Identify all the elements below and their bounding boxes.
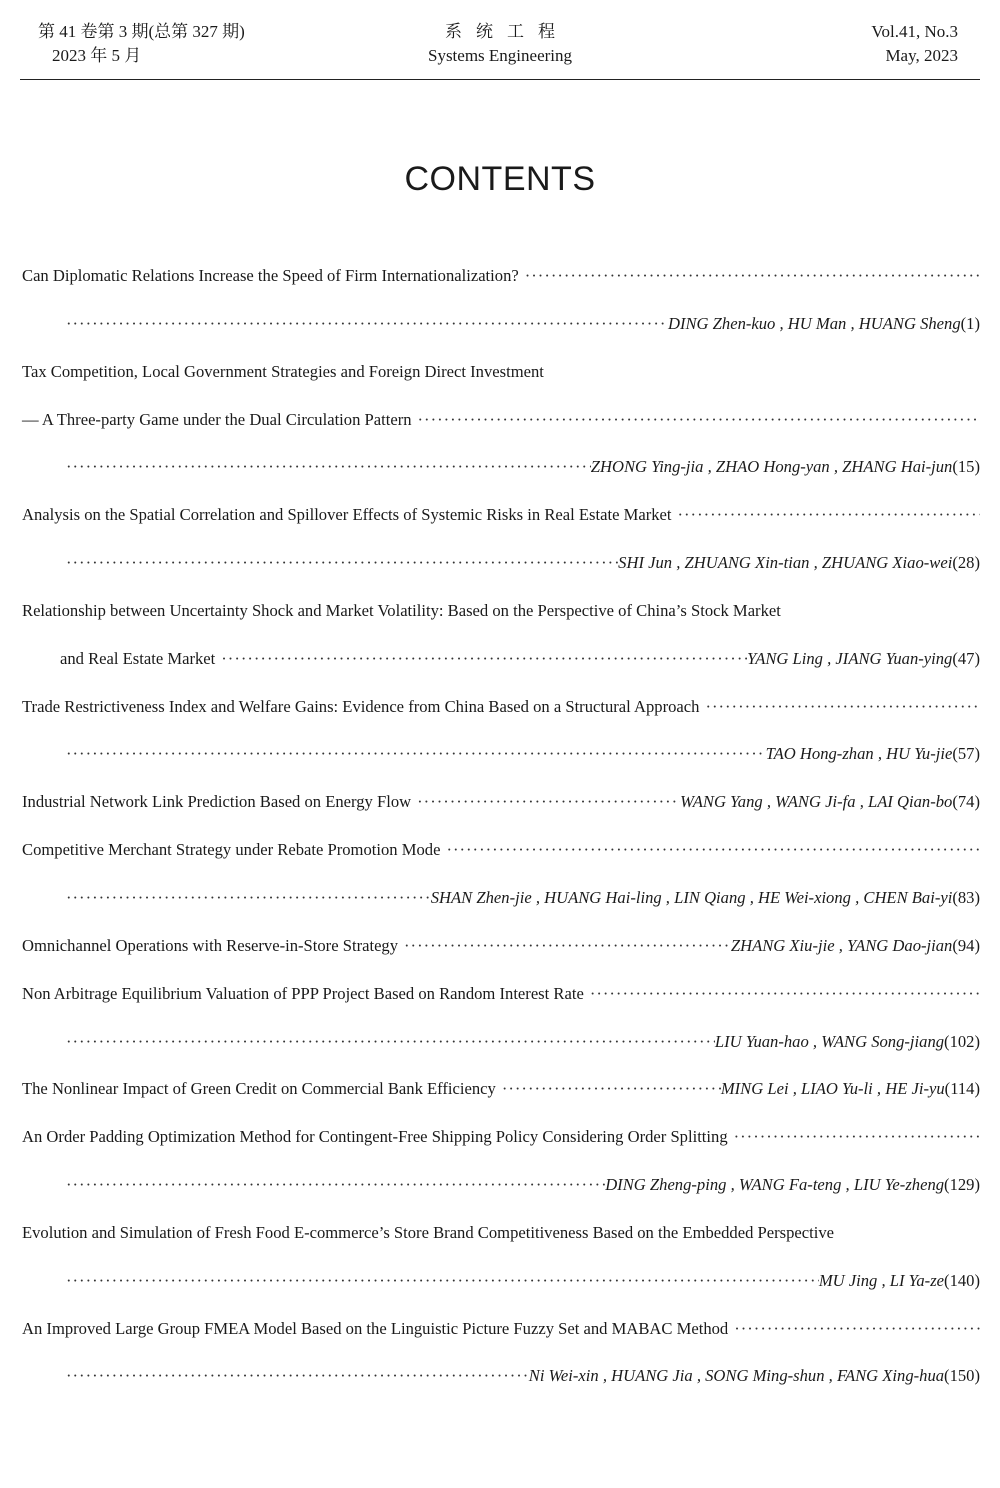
toc-entry-authors: TAO Hong-zhan , HU Yu-jie <box>765 744 953 764</box>
toc-line <box>22 362 980 410</box>
dot-leader <box>60 744 766 764</box>
dot-leader <box>60 457 591 477</box>
toc-entry-title: Can Diplomatic Relations Increase the Speed of Firm Internationalization? <box>22 266 519 285</box>
toc-line <box>22 1271 980 1319</box>
dot-leader <box>60 1175 605 1195</box>
journal-name <box>0 20 1000 68</box>
toc-line <box>22 1079 980 1127</box>
toc-entry-title: Industrial Network Link Prediction Based on Energy Flow <box>22 792 412 812</box>
toc-entry-page: (74) <box>952 792 980 812</box>
page-title: CONTENTS <box>404 160 596 198</box>
toc-entry-authors: WANG Yang , WANG Ji-fa , LAI Qian-bo <box>680 792 953 812</box>
dot-leader <box>411 792 680 812</box>
dot-leader <box>60 553 618 573</box>
toc-entry-title: Omnichannel Operations with Reserve-in-Store Strategy <box>22 935 399 955</box>
toc-entry-title: An Improved Large Group FMEA Model Based on the Linguistic Picture Fuzzy Set and MABAC Method <box>22 1318 729 1338</box>
journal-name-en: Systems Engineering <box>427 46 572 65</box>
toc-entry-page: (15) <box>952 457 980 477</box>
toc-entry-title: and Real Estate Market <box>60 648 216 668</box>
toc-entry-page: (114) <box>944 1079 980 1099</box>
toc-entry-page: (94) <box>952 935 980 955</box>
dot-leader <box>412 410 980 430</box>
toc-line <box>22 984 980 1032</box>
toc-line <box>22 1366 980 1414</box>
toc-line <box>22 936 980 984</box>
toc-entry-title: — A Three-party Game under the Dual Circulation Pattern <box>22 409 412 429</box>
toc-line <box>22 457 980 505</box>
toc-entry-page: (57) <box>952 744 980 764</box>
dot-leader <box>60 1366 529 1386</box>
toc-line <box>22 888 980 936</box>
toc-line <box>22 601 980 649</box>
toc-line <box>22 1175 980 1223</box>
toc-entry-page: (83) <box>952 887 980 907</box>
toc-line <box>22 553 980 601</box>
toc-entry-authors: YANG Ling , JIANG Yuan-ying <box>747 648 953 668</box>
volume-number-en: Vol.41, No.3 <box>871 22 958 41</box>
dot-leader <box>60 888 431 908</box>
toc-entry-authors: SHAN Zhen-jie , HUANG Hai-ling , LIN Qiang , HE Wei-xiong , CHEN Bai-yi <box>430 887 953 907</box>
toc-entry-authors: LIU Yuan-hao , WANG Song-jiang <box>714 1031 945 1051</box>
dot-leader <box>215 649 747 669</box>
dot-leader <box>60 1032 715 1052</box>
toc-line <box>22 792 980 840</box>
toc-entry-title: An Order Padding Optimization Method for Contingent-Free Shipping Policy Considering Order Splitting <box>22 1127 728 1147</box>
issue-date-en: May, 2023 <box>885 46 958 65</box>
dot-leader <box>496 1079 721 1099</box>
toc-entry-authors: ZHANG Xiu-jie , YANG Dao-jian <box>730 935 953 955</box>
issue-date-cn: 2023 年 5 月 <box>52 46 142 65</box>
dot-leader <box>398 936 731 956</box>
dot-leader <box>672 505 981 525</box>
toc-line <box>22 266 980 314</box>
dot-leader <box>699 697 980 717</box>
journal-volume-info <box>871 20 958 68</box>
toc-entry-title: Evolution and Simulation of Fresh Food E-commerce’s Store Brand Competitiveness Based on the Embedded Perspective <box>22 1222 835 1242</box>
toc-entry-authors: DING Zhen-kuo , HU Man , HUANG Sheng <box>667 313 961 333</box>
header-divider <box>20 79 980 80</box>
toc-entry-authors: SHI Jun , ZHUANG Xin-tian , ZHUANG Xiao-wei <box>618 553 953 573</box>
toc-entry-page: (150) <box>944 1366 980 1386</box>
toc-entry-title: Trade Restrictiveness Index and Welfare Gains: Evidence from China Based on a Structural Approach <box>22 696 700 716</box>
toc-line <box>22 505 980 553</box>
toc-entry-title: Analysis on the Spatial Correlation and Spillover Effects of Systemic Risks in Real Estate Market <box>22 505 672 525</box>
toc-entry-authors: DING Zheng-ping , WANG Fa-teng , LIU Ye-zheng <box>605 1175 945 1195</box>
toc-entry-title: The Nonlinear Impact of Green Credit on Commercial Bank Efficiency <box>22 1079 496 1099</box>
toc-line <box>22 1223 980 1271</box>
toc-entry-page: (129) <box>944 1175 980 1195</box>
toc-line <box>22 410 980 458</box>
dot-leader <box>60 1271 819 1291</box>
toc-entry-title: Competitive Merchant Strategy under Rebate Promotion Mode <box>22 840 441 860</box>
dot-leader <box>584 984 980 1004</box>
toc-entry-authors: ZHONG Ying-jia , ZHAO Hong-yan , ZHANG Hai-jun <box>590 457 953 477</box>
toc-entry-title: Tax Competition, Local Government Strategies and Foreign Direct Investment <box>22 361 544 381</box>
toc-line <box>22 1032 980 1080</box>
dot-leader <box>728 1319 980 1339</box>
toc-entry-authors: MING Lei , LIAO Yu-li , HE Ji-yu <box>720 1079 945 1099</box>
toc-entry-authors: MU Jing , LI Ya-ze <box>818 1270 945 1290</box>
toc-entry-page: (1) <box>960 313 980 333</box>
toc-entry-authors: Ni Wei-xin , HUANG Jia , SONG Ming-shun , FANG Xing-hua <box>528 1366 945 1386</box>
toc-line <box>22 314 980 362</box>
toc-line <box>22 744 980 792</box>
journal-name-cn: 系统工程 <box>445 22 569 41</box>
dot-leader <box>728 1127 980 1147</box>
toc-entry-title: Non Arbitrage Equilibrium Valuation of PPP Project Based on Random Interest Rate <box>22 983 584 1003</box>
toc-line <box>22 697 980 745</box>
dot-leader <box>519 266 980 286</box>
toc-line <box>22 1319 980 1367</box>
dot-leader <box>440 840 980 860</box>
issue-volume-cn: 第 41 卷第 3 期(总第 327 期) <box>38 22 245 41</box>
toc-entry-page: (47) <box>952 648 980 668</box>
dot-leader <box>60 314 668 334</box>
toc-entry-title: Relationship between Uncertainty Shock and Market Volatility: Based on the Perspective of China’s Stock Market <box>22 600 781 620</box>
toc-entry-page: (28) <box>952 553 980 573</box>
toc-line <box>22 649 980 697</box>
table-of-contents <box>22 266 980 1414</box>
toc-line <box>22 840 980 888</box>
toc-entry-page: (102) <box>944 1031 980 1051</box>
toc-entry-page: (140) <box>944 1270 980 1290</box>
toc-line <box>22 1127 980 1175</box>
